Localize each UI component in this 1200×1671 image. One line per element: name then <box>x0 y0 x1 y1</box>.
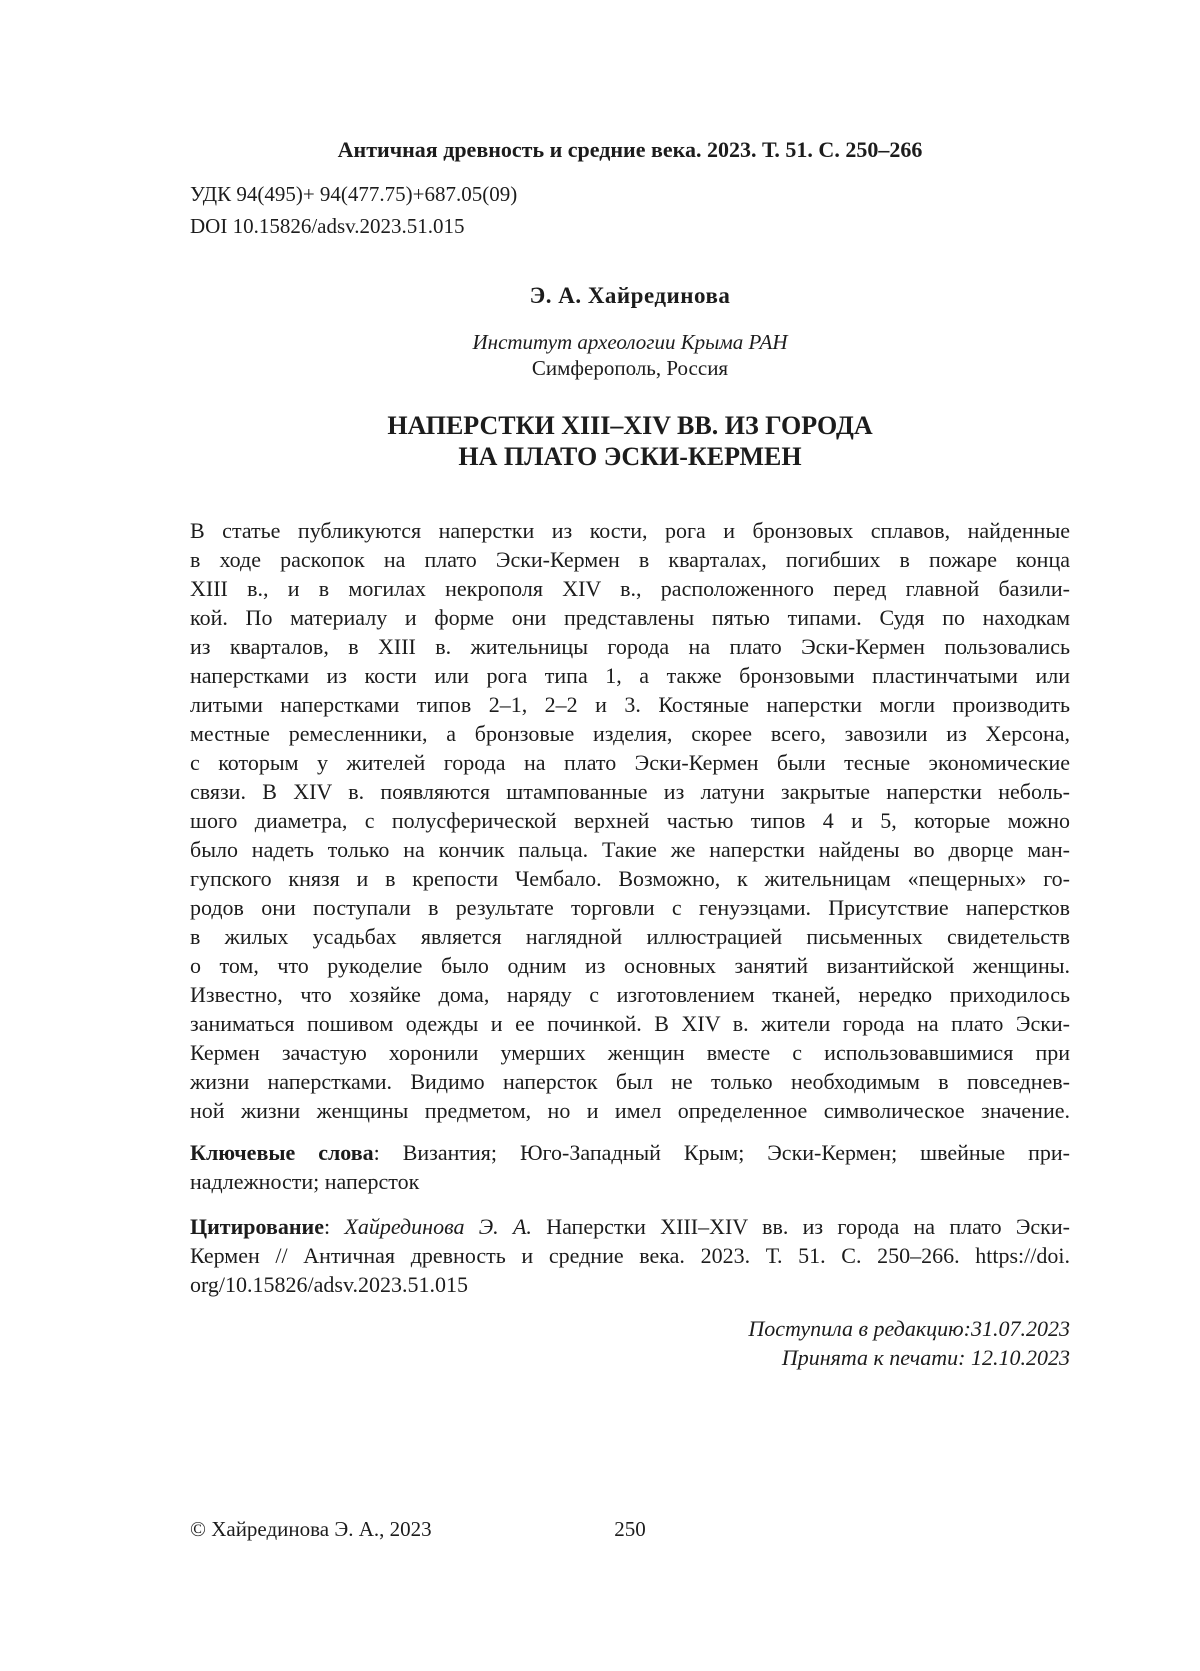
article-title <box>190 410 1070 472</box>
received-date: Поступила в редакцию:31.07.2023 <box>748 1316 1070 1341</box>
keywords-line-1 <box>190 1138 1070 1167</box>
copyright-notice: © Хайрединова Э. А., 2023 <box>190 1517 432 1541</box>
author-location: Симферополь, Россия <box>531 356 729 380</box>
citation-separator: : <box>323 1214 345 1239</box>
keywords-list-part-1: : Византия; Юго-Западный Крым; Эски-Кермен; швейные при- <box>373 1140 1071 1165</box>
keywords-label: Ключевые слова <box>190 1140 374 1165</box>
abstract-line: Кермен зачастую хоронили умерших женщин вместе с использовавшимися при <box>190 1040 1070 1065</box>
abstract-line: гупского князя и в крепости Чембало. Возможно, к жительницам «пещерных» го- <box>190 866 1070 891</box>
abstract-line: с которым у жителей города на плато Эски-Кермен были тесные экономические <box>190 750 1070 775</box>
citation-doi-url: org/10.15826/adsv.2023.51.015 <box>190 1272 469 1297</box>
editorial-dates <box>190 1314 1070 1372</box>
citation-label: Цитирование <box>190 1214 324 1239</box>
abstract-line: литыми наперстками типов 2–1, 2–2 и 3. Костяные наперстки могли производить <box>190 692 1070 717</box>
keywords-block <box>190 1138 1070 1196</box>
abstract-line: в ходе раскопок на плато Эски-Кермен в кварталах, погибших в пожаре конца <box>190 547 1070 572</box>
citation-title-part: Наперстки XIII–XIV вв. из города на плато Эски- <box>531 1214 1070 1239</box>
abstract-line: Известно, что хозяйке дома, наряду с изготовлением тканей, нередко приходилось <box>190 982 1070 1007</box>
udc-line: УДК 94(495)+ 94(477.75)+687.05(09) <box>190 182 518 206</box>
abstract-line: ной жизни женщины предметом, но и имел определенное символическое значение. <box>190 1098 1070 1123</box>
article-title-line-2: НА ПЛАТО ЭСКИ-КЕРМЕН <box>458 442 802 471</box>
abstract-line: родов они поступали в результате торговли с генуэзцами. Присутствие наперстков <box>190 895 1070 920</box>
author-name: Э. А. Хайрединова <box>529 283 731 308</box>
abstract-line: местные ремесленники, а бронзовые изделия, скорее всего, завозили из Херсона, <box>190 721 1070 746</box>
article-title-line-1: НАПЕРСТКИ XIII–XIV ВВ. ИЗ ГОРОДА <box>387 411 873 440</box>
abstract-line: XIII в., и в могилах некрополя XIV в., расположенного перед главной базили- <box>190 576 1070 601</box>
abstract-line: наперстками из кости или рога типа 1, а также бронзовыми пластинчатыми или <box>190 663 1070 688</box>
abstract-text <box>190 516 1070 1125</box>
author-affiliation: Институт археологии Крыма РАН <box>472 330 788 354</box>
citation-block <box>190 1212 1070 1299</box>
abstract-line: заниматься пошивом одежды и ее починкой. В XIV в. жители города на плато Эски- <box>190 1011 1070 1036</box>
abstract-line: В статье публикуются наперстки из кости, рога и бронзовых сплавов, найденные <box>190 518 1070 543</box>
citation-line-1 <box>190 1212 1070 1241</box>
abstract-line: было надеть только на кончик пальца. Такие же наперстки найдены во дворце ман- <box>190 837 1070 862</box>
citation-line-2: Кермен // Античная древность и средние века. 2023. Т. 51. С. 250–266. https://doi. <box>190 1243 1070 1268</box>
abstract-line: о том, что рукоделие было одним из основных занятий византийской женщины. <box>190 953 1070 978</box>
abstract-line: шого диаметра, с полусферической верхней частью типов 4 и 5, которые можно <box>190 808 1070 833</box>
abstract-line: жизни наперстками. Видимо наперсток был не только необходимым в повседнев- <box>190 1069 1070 1094</box>
doi-line: DOI 10.15826/adsv.2023.51.015 <box>190 214 465 238</box>
accepted-date: Принята к печати: 12.10.2023 <box>781 1345 1070 1370</box>
keywords-line-2: надлежности; наперсток <box>190 1169 420 1194</box>
abstract-line: в жилых усадьбах является наглядной иллюстрацией письменных свидетельств <box>190 924 1070 949</box>
journal-running-head: Античная древность и средние века. 2023. Т. 51. С. 250–266 <box>337 137 923 162</box>
abstract-line: связи. В XIV в. появляются штампованные из латуни закрытые наперстки неболь- <box>190 779 1070 804</box>
page-footer <box>190 1516 1070 1542</box>
citation-author: Хайрединова Э. А. <box>344 1214 532 1239</box>
abstract-line: кой. По материалу и форме они представлены пятью типами. Судя по находкам <box>190 605 1070 630</box>
page-number: 250 <box>614 1517 646 1541</box>
abstract-line: из кварталов, в XIII в. жительницы города на плато Эски-Кермен пользовались <box>190 634 1070 659</box>
page-content <box>190 0 1070 1542</box>
